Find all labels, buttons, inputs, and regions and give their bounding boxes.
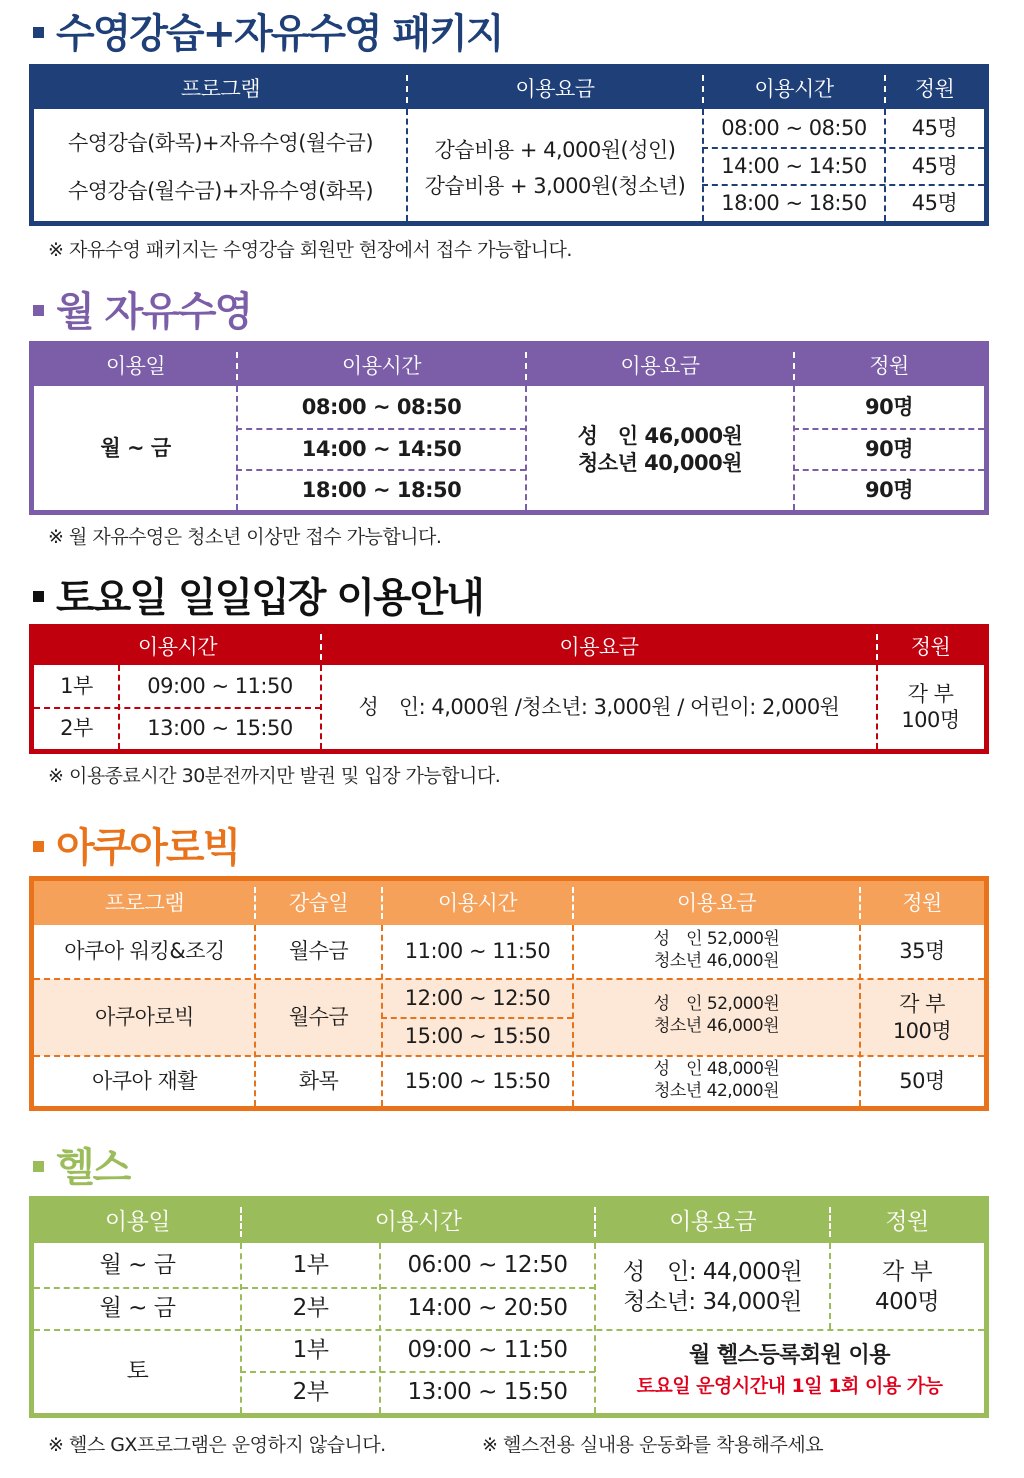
header-capacity: 정원 — [910, 634, 951, 659]
day-3: 화목 — [298, 1068, 339, 1093]
saturday-title-text: 토요일 일일입장 이용안내 — [56, 575, 483, 621]
bullet-icon — [33, 27, 44, 38]
header-time: 이용시간 — [341, 353, 422, 378]
header-program: 프로그램 — [180, 76, 261, 101]
day-weekday-2: 월 ~ 금 — [99, 1295, 176, 1322]
bullet-icon — [33, 591, 44, 602]
header-fee: 이용요금 — [620, 353, 700, 378]
section-title-aqua — [33, 825, 240, 871]
part-3: 1부 — [292, 1337, 329, 1364]
header-fee: 이용요금 — [515, 76, 595, 101]
part-2: 2부 — [292, 1295, 329, 1322]
time-4: 13:00 ~ 15:50 — [407, 1379, 568, 1406]
day-2: 월수금 — [288, 1004, 349, 1029]
header-time: 이용시간 — [754, 76, 834, 101]
cap-line2: 100명 — [901, 707, 960, 732]
bullet-icon — [33, 1161, 44, 1172]
time-3: 15:00 ~ 15:50 — [404, 1068, 551, 1093]
header-fee: 이용요금 — [559, 634, 639, 659]
header-time: 이용시간 — [137, 634, 218, 659]
header-capacity: 정원 — [869, 353, 909, 378]
header-capacity: 정원 — [914, 76, 955, 101]
cap-2: 45명 — [911, 153, 958, 178]
time-2: 14:00 ~ 20:50 — [407, 1295, 568, 1322]
program-aerobic: 아쿠아로빅 — [95, 1004, 194, 1029]
cap-2-line2: 100명 — [892, 1018, 952, 1043]
package-note: ※ 자유수영 패키지는 수영강습 회원만 현장에서 접수 가능합니다. — [48, 239, 572, 261]
program-1: 수영강습(화목)+자유수영(월수금) — [67, 130, 374, 155]
header-day: 이용일 — [104, 1208, 171, 1235]
header-time: 이용시간 — [437, 890, 518, 915]
monthly-title-text: 월 자유수영 — [56, 289, 252, 335]
bullet-icon — [33, 841, 44, 852]
health-note-shoes: ※ 헬스전용 실내용 운동화를 착용해주세요 — [482, 1434, 824, 1456]
fee-2-youth: 청소년 46,000원 — [653, 1016, 780, 1037]
time-1: 06:00 ~ 12:50 — [407, 1251, 568, 1278]
cap-2-line1: 각 부 — [899, 991, 945, 1016]
program-walking: 아쿠아 워킹&조깅 — [64, 939, 225, 964]
cap-2: 90명 — [864, 436, 913, 461]
package-title-text: 수영강습+자유수영 패키지 — [56, 11, 503, 57]
fee-1-adult: 성 인 52,000원 — [653, 929, 780, 950]
health-note-gx: ※ 헬스 GX프로그램은 운영하지 않습니다. — [48, 1434, 386, 1456]
cap-3: 45명 — [911, 190, 958, 215]
health-table — [29, 1196, 989, 1418]
time-2a: 12:00 ~ 12:50 — [404, 985, 551, 1010]
day-saturday: 토 — [126, 1358, 149, 1385]
bullet-icon — [33, 305, 44, 316]
section-title-package — [33, 11, 503, 57]
health-title-text: 헬스 — [56, 1145, 130, 1191]
fee-adult: 성 인 46,000원 — [577, 423, 743, 448]
package-table — [29, 64, 989, 226]
header-capacity: 정원 — [885, 1208, 929, 1235]
program-rehab: 아쿠아 재활 — [91, 1068, 198, 1093]
part-2: 2부 — [60, 716, 93, 741]
header-time: 이용시간 — [374, 1208, 462, 1235]
monthly-table — [29, 341, 989, 515]
fee-3-adult: 성 인 48,000원 — [653, 1059, 780, 1080]
cap-3: 90명 — [864, 477, 913, 502]
fee-1-youth: 청소년 46,000원 — [653, 951, 780, 972]
fee-youth: 청소년 40,000원 — [578, 450, 742, 475]
time-1: 09:00 ~ 11:50 — [147, 673, 293, 698]
fee-all: 성 인: 4,000원 /청소년: 3,000원 / 어린이: 2,000원 — [358, 694, 840, 719]
time-3: 09:00 ~ 11:50 — [407, 1337, 568, 1364]
header-day: 강습일 — [288, 890, 349, 915]
part-1: 1부 — [60, 673, 93, 698]
section-title-monthly — [33, 289, 252, 335]
time-2: 13:00 ~ 15:50 — [147, 716, 293, 741]
part-4: 2부 — [292, 1379, 329, 1406]
monthly-note: ※ 월 자유수영은 청소년 이상만 접수 가능합니다. — [48, 526, 442, 548]
time-3: 18:00 ~ 18:50 — [301, 477, 462, 502]
saturday-table — [29, 624, 989, 754]
time-1: 11:00 ~ 11:50 — [404, 939, 551, 964]
cap-line1: 각 부 — [907, 681, 954, 706]
fee-adult: 성 인: 44,000원 — [622, 1258, 803, 1285]
header-program: 프로그램 — [104, 890, 185, 915]
time-1: 08:00 ~ 08:50 — [301, 394, 462, 419]
section-title-saturday — [33, 575, 483, 621]
fee-youth: 강습비용 + 3,000원(청소년) — [424, 173, 686, 198]
cap-1: 45명 — [911, 115, 958, 140]
day-1: 월수금 — [288, 939, 349, 964]
section-title-health — [33, 1145, 130, 1191]
fee-3-youth: 청소년 42,000원 — [653, 1081, 780, 1102]
time-2: 14:00 ~ 14:50 — [721, 153, 867, 178]
saturday-member-note: 월 헬스등록회원 이용 — [688, 1343, 891, 1369]
cap-3: 50명 — [899, 1068, 945, 1093]
time-2b: 15:00 ~ 15:50 — [404, 1024, 551, 1049]
fee-2-adult: 성 인 52,000원 — [653, 994, 780, 1015]
fee-youth: 청소년: 34,000원 — [623, 1288, 802, 1315]
header-fee: 이용요금 — [676, 890, 757, 915]
aqua-title-text: 아쿠아로빅 — [56, 825, 240, 871]
header-capacity: 정원 — [902, 890, 942, 915]
header-day: 이용일 — [105, 353, 166, 378]
fee-adult: 강습비용 + 4,000원(성인) — [434, 137, 676, 162]
cap-line2: 400명 — [874, 1288, 940, 1315]
aqua-table — [29, 876, 989, 1111]
time-1: 08:00 ~ 08:50 — [721, 115, 867, 140]
saturday-note: ※ 이용종료시간 30분전까지만 발권 및 입장 가능합니다. — [48, 765, 501, 787]
day-weekday-1: 월 ~ 금 — [99, 1251, 176, 1278]
time-3: 18:00 ~ 18:50 — [721, 190, 867, 215]
time-2: 14:00 ~ 14:50 — [301, 436, 462, 461]
program-2: 수영강습(월수금)+자유수영(화목) — [67, 178, 374, 203]
cap-line1: 각 부 — [881, 1258, 933, 1285]
saturday-limit-note: 토요일 운영시간내 1일 1회 이용 가능 — [636, 1375, 943, 1398]
cap-1: 90명 — [864, 394, 913, 419]
header-fee: 이용요금 — [669, 1208, 756, 1235]
days: 월 ~ 금 — [100, 435, 171, 460]
cap-1: 35명 — [899, 939, 945, 964]
part-1: 1부 — [292, 1251, 329, 1278]
